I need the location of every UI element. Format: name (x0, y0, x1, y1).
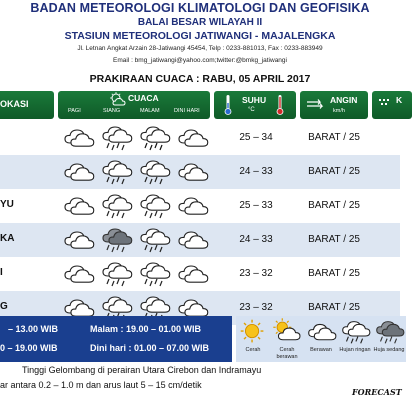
cloudy-icon (60, 157, 96, 187)
cloudy-icon (174, 259, 210, 289)
rain-icon (136, 157, 172, 187)
marine-notes (0, 364, 400, 400)
cloud-rain-dark-icon (136, 123, 172, 153)
cloudy-icon (60, 225, 96, 255)
table-row (0, 189, 400, 223)
rain-icon (136, 259, 172, 289)
legend-item (304, 316, 338, 362)
thermometer-cold-icon (224, 94, 232, 116)
legend-label: Huja sedang (373, 347, 405, 353)
malam-time: Malam : 19.00 – 01.00 WIB (90, 324, 202, 334)
table-row (0, 121, 400, 155)
period-malam: MALAM (140, 108, 160, 114)
wind-direction-speed: BARAT / 25 (308, 200, 360, 211)
legend-label: Cerah (245, 347, 261, 353)
header-cuaca (58, 91, 210, 119)
station-contact: Email : bmg_jatiwangi@yahoo.com;twitter:@bmkg_jatiwangi (113, 57, 287, 64)
temperature-range: 23 – 32 (239, 302, 273, 313)
region-name: BALAI BESAR WILAYAH II (137, 17, 263, 28)
rain-icon (98, 191, 134, 221)
weather-icons (60, 225, 210, 255)
current-note: ar antara 0.2 – 1.0 m dan arus laut 5 – 15 cm/detik (0, 380, 202, 390)
agency-name: BADAN METEOROLOGI KLIMATOLOGI DAN GEOFISIKA (30, 1, 370, 15)
temperature-range: 23 – 32 (239, 268, 273, 279)
header-k-label: K (396, 95, 403, 105)
forecast-brand: FORECAST (352, 387, 402, 397)
wind-arrow-icon (306, 98, 326, 110)
rain-icon (98, 123, 134, 153)
legend-item (236, 316, 270, 362)
wind-direction-speed: BARAT / 25 (308, 268, 360, 279)
humidity-icon (378, 98, 392, 112)
header-kelembaban (372, 91, 412, 119)
station-name: STASIUN METEOROLOGI JATIWANGI - MAJALENGKA (64, 30, 336, 42)
rain-icon (98, 259, 134, 289)
header-angin-label: ANGIN (330, 95, 358, 105)
cloudy-icon (60, 259, 96, 289)
time-periods-box (0, 316, 232, 362)
temperature-range: 24 – 33 (239, 166, 273, 177)
weather-icons (60, 123, 210, 153)
legend-label: Cerah berawan (276, 347, 298, 360)
siang-time: 0 – 19.00 WIB (0, 343, 58, 353)
pagi-time: – 13.00 WIB (8, 324, 59, 334)
period-dini-hari: DINI HARI (174, 108, 200, 114)
header-cuaca-label: CUACA (128, 93, 159, 103)
weather-icons (60, 259, 210, 289)
temperature-range: 25 – 33 (239, 200, 273, 211)
legend-label: Hujan ringan (339, 347, 371, 353)
table-header (0, 91, 403, 119)
wave-note: Tinggi Gelombang di perairan Utara Cirebon dan Indramayu (22, 365, 262, 375)
rain-icon (98, 157, 134, 187)
header-angin (300, 91, 368, 119)
period-pagi: PAGI (68, 108, 81, 114)
header-suhu-label: SUHU (242, 95, 267, 105)
location-name: YU (0, 199, 14, 210)
bulletin-header (0, 0, 400, 68)
wind-direction-speed: BARAT / 25 (308, 166, 360, 177)
legend-item (338, 316, 372, 362)
cloudy-icon (174, 157, 210, 187)
header-lokasi (0, 91, 54, 119)
station-address: Jl. Letnan Angkat Arzain 28-Jatiwangi 45454, Telp : 0233-881013, Fax : 0233-883949 (77, 45, 323, 52)
table-row (0, 257, 400, 291)
header-suhu (214, 91, 296, 119)
cloudy-icon (174, 123, 210, 153)
partly-cloudy-icon (110, 92, 126, 106)
table-row (0, 223, 400, 257)
wind-direction-speed: BARAT / 25 (308, 302, 360, 313)
header-suhu-unit: °C (248, 107, 255, 113)
legend-item (270, 316, 304, 362)
period-siang: SIANG (103, 108, 121, 114)
rain-icon (136, 191, 172, 221)
dini-hari-time: Dini hari : 01.00 – 07.00 WIB (90, 343, 210, 353)
temperature-range: 24 – 33 (239, 234, 273, 245)
wind-direction-speed: BARAT / 25 (308, 234, 360, 245)
location-name: G (0, 301, 8, 312)
legend-item (372, 316, 406, 362)
weather-icons (60, 191, 210, 221)
header-angin-unit: km/h (333, 108, 345, 114)
cloudy-icon (174, 225, 210, 255)
cloudy-icon (60, 123, 96, 153)
cloudy-icon (60, 191, 96, 221)
forecast-title: PRAKIRAAN CUACA : RABU, 05 APRIL 2017 (89, 73, 311, 85)
legend-label: Berawan (310, 347, 332, 353)
thunderstorm-icon (98, 225, 134, 255)
location-name: I (0, 267, 3, 278)
weather-legend (236, 316, 406, 362)
wind-direction-speed: BARAT / 25 (308, 132, 360, 143)
temperature-range: 25 – 34 (239, 132, 273, 143)
location-name: KA (0, 233, 15, 244)
cloudy-icon (174, 191, 210, 221)
weather-icons (60, 157, 210, 187)
table-row (0, 155, 400, 189)
header-lokasi-label: OKASI (0, 99, 29, 109)
thermometer-hot-icon (276, 94, 284, 116)
rain-icon (136, 225, 172, 255)
